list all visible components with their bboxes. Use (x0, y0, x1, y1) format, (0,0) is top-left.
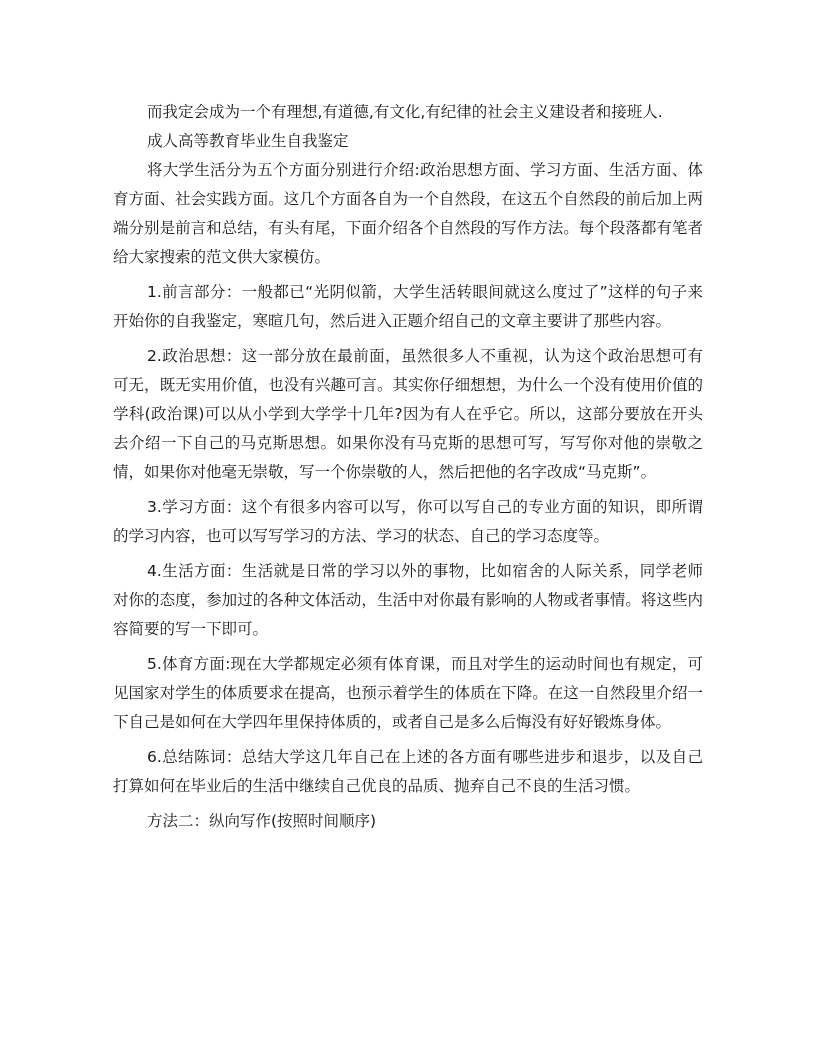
document-body (113, 98, 703, 842)
paragraph-preface: 1.前言部分：一般都已“光阴似箭，大学生活转眼间就这么度过了”这样的句子来开始你的自我鉴定，寒暄几句，然后进入正题介绍自己的文章主要讲了那些内容。 (113, 283, 703, 330)
paragraph-sports: 5.体育方面:现在大学都规定必须有体育课，而且对学生的运动时间也有规定，可见国家对学生的体质要求在提高，也预示着学生的体质在下降。在这一自然段里介绍一下自己是如何在大学四年里保持体质的，或者自己是多么后悔没有好好锻炼身体。 (113, 655, 703, 731)
paragraph-method-two: 方法二：纵向写作(按照时间顺序) (147, 812, 377, 830)
paragraph-politics: 2.政治思想：这一部分放在最前面，虽然很多人不重视，认为这个政治思想可有可无，既无实用价值，也没有兴趣可言。其实你仔细想想，为什么一个没有使用价值的学科(政治课)可以从小学到大学学十几年?因为有人在乎它。所以，这部分要放在开头去介绍一下自己的马克斯思想。如果你没有马克斯的思想可写，写写你对他的崇敬之情，如果你对他毫无崇敬，写一个你崇敬的人，然后把他的名字改成“马克斯”。 (113, 347, 703, 481)
paragraph-study: 3.学习方面：这个有很多内容可以写，你可以写自己的专业方面的知识，即所谓的学习内容，也可以写写学习的方法、学习的状态、自己的学习态度等。 (113, 498, 703, 545)
paragraph-heading: 成人高等教育毕业生自我鉴定 (147, 132, 349, 150)
paragraph-intro: 将大学生活分为五个方面分别进行介绍:政治思想方面、学习方面、生活方面、体育方面、社会实践方面。这几个方面各自为一个自然段，在这五个自然段的前后加上两端分别是前言和总结，有头有尾，下面介绍各个自然段的写作方法。每个段落都有笔者给大家搜索的范文供大家模仿。 (113, 161, 703, 266)
paragraph-closing-line: 而我定会成为一个有理想,有道德,有文化,有纪律的社会主义建设者和接班人. (147, 103, 663, 121)
paragraph-summary: 6.总结陈词：总结大学这几年自己在上述的各方面有哪些进步和退步，以及自己打算如何在毕业后的生活中继续自己优良的品质、抛弃自己不良的生活习惯。 (113, 748, 703, 795)
paragraph-life: 4.生活方面：生活就是日常的学习以外的事物，比如宿舍的人际关系，同学老师对你的态度，参加过的各种文体活动，生活中对你最有影响的人物或者事情。将这些内容简要的写一下即可。 (113, 562, 703, 638)
